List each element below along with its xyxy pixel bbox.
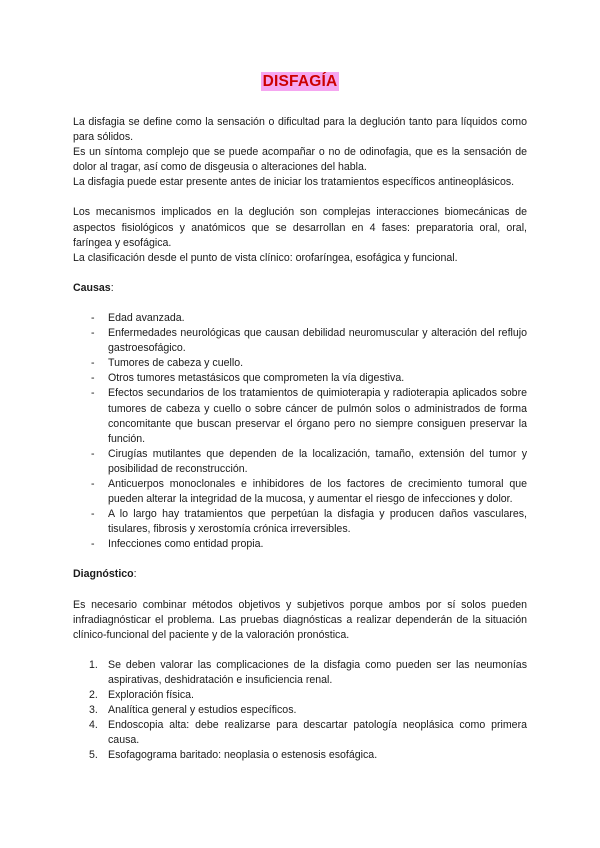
list-item <box>73 748 527 763</box>
diagnosis-heading-text: Diagnóstico <box>73 568 134 581</box>
dash-bullet: - <box>91 327 95 340</box>
list-item <box>73 688 527 703</box>
list-item-text: Anticuerpos monoclonales e inhibidores de los factores de crecimiento tumoral que pueden alterar la integridad de la mucosa, y aumentar el riesgo de infecciones y dolor. <box>108 477 527 506</box>
list-number: 3. <box>89 704 98 717</box>
list-item <box>73 371 527 386</box>
dash-bullet: - <box>91 477 95 490</box>
dash-bullet: - <box>91 447 95 460</box>
list-item <box>73 477 527 507</box>
document-title: DISFAGÍA <box>262 73 338 90</box>
dash-bullet: - <box>91 387 95 400</box>
list-item-text: Tumores de cabeza y cuello. <box>108 357 244 370</box>
intro-paragraph-2: Es un síntoma complejo que se puede acompañar o no de odinofagia, que es la sensación de dolor al tragar, así como de disgeusia o alteraciones del habla. <box>73 146 527 174</box>
list-number: 2. <box>89 689 98 701</box>
list-item <box>73 658 527 688</box>
list-item <box>73 537 527 552</box>
document-body <box>73 115 527 763</box>
spacer <box>73 583 527 598</box>
list-item <box>73 703 527 718</box>
list-item-text: Cirugías mutilantes que dependen de la localización, tamaño, extensión del tumor y posibilidad de reconstrucción. <box>108 447 527 475</box>
list-item-text: Esofagograma baritado: neoplasia o estenosis esofágica. <box>108 749 378 762</box>
list-item <box>73 386 527 446</box>
diagnosis-heading-colon: : <box>133 568 137 581</box>
causes-heading-text: Causas <box>73 281 111 294</box>
causes-heading-colon: : <box>110 281 114 294</box>
spacer <box>73 296 527 311</box>
list-item-text: Endoscopia alta: debe realizarse para descartar patología neoplásica como primera causa. <box>108 719 527 747</box>
list-item <box>73 718 527 748</box>
causes-heading <box>73 281 527 296</box>
diagnosis-paragraph: Es necesario combinar métodos objetivos y subjetivos porque ambos por sí solos pueden infradiagnósticar el problema. Las pruebas diagnósticas a realizar dependerán de la situación clínico-funcional del paciente y de la valoración pronóstica. <box>73 598 527 641</box>
intro-paragraph-1: La disfagia se define como la sensación o dificultad para la deglución tanto para líquidos como para sólidos. <box>73 116 527 144</box>
list-item-text: Infecciones como entidad propia. <box>108 538 264 551</box>
list-item-text: Se deben valorar las complicaciones de la disfagia como pueden ser las neumonías aspirativas, deshidratación e insuficiencia renal. <box>108 658 527 686</box>
diagnosis-heading <box>73 567 527 582</box>
list-item <box>73 447 527 477</box>
mechanisms-paragraph: Los mecanismos implicados en la deglución son complejas interacciones biomecánicas de aspectos fisiológicos y anatómicos que se desarrollan en 4 fases: preparatoria oral, oral, faríngea y esofágica. <box>73 206 527 249</box>
list-item <box>73 311 527 326</box>
list-item-text: Enfermedades neurológicas que causan debilidad neuromuscular y alteración del reflujo gastroesofágico. <box>108 327 527 355</box>
list-item <box>73 356 527 371</box>
dash-bullet: - <box>91 372 95 385</box>
list-item-text: Edad avanzada. <box>108 311 185 324</box>
list-number: 5. <box>89 749 98 762</box>
dash-bullet: - <box>91 311 95 324</box>
list-number: 4. <box>89 719 98 732</box>
dash-bullet: - <box>91 508 95 521</box>
list-item-text: Exploración física. <box>108 689 194 701</box>
spacer <box>73 552 527 567</box>
dash-bullet: - <box>91 357 95 370</box>
list-item-text: Analítica general y estudios específicos. <box>108 704 297 717</box>
intro-paragraph-3: La disfagia puede estar presente antes de iniciar los tratamientos específicos antineoplásicos. <box>73 176 515 189</box>
classification-paragraph: La clasificación desde el punto de vista clínico: orofaríngea, esofágica y funcional. <box>73 251 458 264</box>
list-item-text: Efectos secundarios de los tratamientos de quimioterapia y radioterapia aplicados sobre tumores de cabeza y cuello o sobre cáncer de pulmón solos o administrados de forma concomitante que buscan preservar el órgano pero no siempre consiguen preservar la función. <box>108 387 527 445</box>
list-item <box>73 326 527 356</box>
list-item-text: A lo largo hay tratamientos que perpetúan la disfagia y producen daños vasculares, tisulares, fibrosis y xerostomía crónica irreversibles. <box>108 508 527 536</box>
list-item <box>73 507 527 537</box>
diagnosis-list <box>73 658 527 764</box>
causes-list <box>73 311 527 553</box>
list-number: 1. <box>89 658 98 671</box>
dash-bullet: - <box>91 538 95 551</box>
spacer <box>73 266 527 281</box>
spacer <box>73 190 527 205</box>
list-item-text: Otros tumores metastásicos que comprometen la vía digestiva. <box>108 372 405 385</box>
spacer <box>73 643 527 658</box>
title-wrap <box>0 72 600 91</box>
